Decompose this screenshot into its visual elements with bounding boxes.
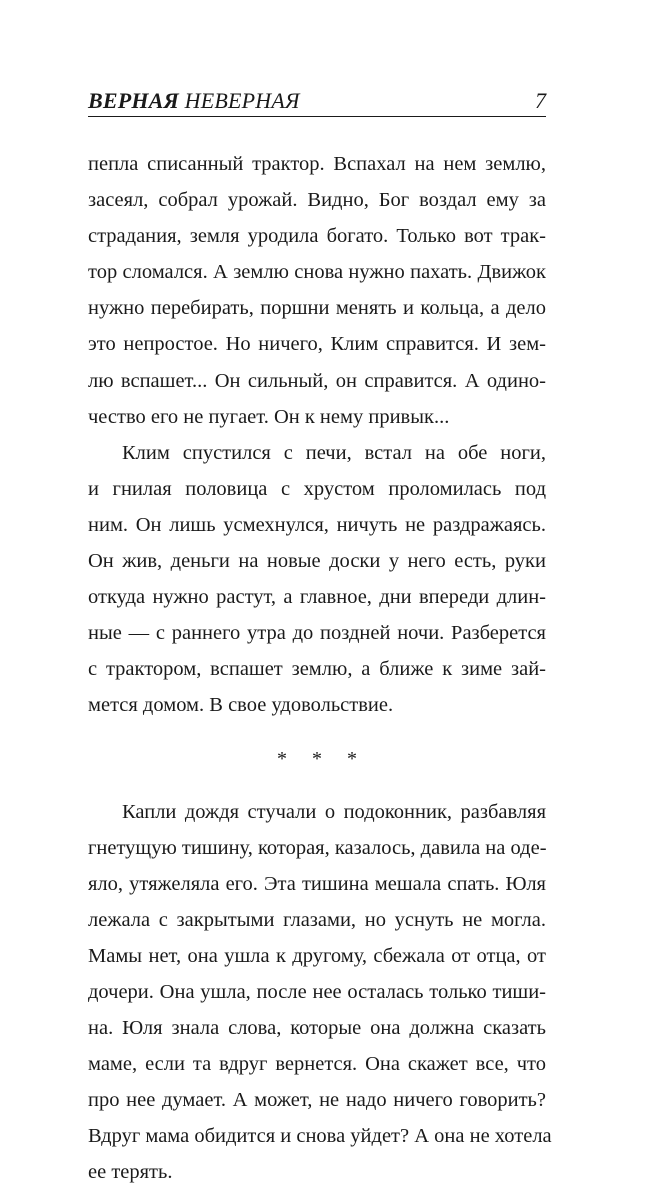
book-title-rest: НЕВЕРНАЯ	[178, 88, 300, 113]
text-line: дочери. Она ушла, после нее осталась только тиши-	[88, 980, 546, 1003]
text-line: это непростое. Но ничего, Клим справится. И зем-	[88, 333, 546, 356]
body-text	[88, 146, 552, 1191]
running-header	[88, 86, 546, 116]
text-line: чество его не пугает. Он к нему привык...	[88, 405, 450, 428]
text-line: лю вспашет... Он сильный, он справится. А одино-	[88, 369, 546, 392]
text-line: гнетущую тишину, которая, казалось, давила на оде-	[88, 836, 547, 859]
text-line: страдания, земля уродила богато. Только вот трак-	[88, 225, 546, 248]
page-number: 7	[535, 88, 546, 113]
header-rule	[88, 116, 546, 117]
text-line: ные — с раннего утра до поздней ночи. Разберется	[88, 622, 546, 645]
text-line: ним. Он лишь усмехнулся, ничуть не раздражаясь.	[88, 513, 546, 536]
book-title	[88, 88, 300, 114]
text-line: с трактором, вспашет землю, а ближе к зиме зай-	[88, 658, 546, 681]
text-line: засеял, собрал урожай. Видно, Бог воздал ему за	[88, 189, 546, 212]
book-title-bold: ВЕРНАЯ	[88, 88, 179, 113]
text-line: тор сломался. А землю снова нужно пахать. Движок	[88, 261, 546, 284]
text-line: и гнилая половица с хрустом проломилась под	[88, 477, 546, 500]
text-line: нужно перебирать, поршни менять и кольца, а дело	[88, 297, 546, 320]
text-line: Капли дождя стучали о подоконник, разбавляя	[122, 800, 546, 823]
text-line: ее терять.	[88, 1161, 173, 1184]
text-line: Он жив, деньги на новые доски у него есть, руки	[88, 550, 546, 573]
text-line: Мамы нет, она ушла к другому, сбежала от отца, от	[88, 944, 546, 967]
text-line: на. Юля знала слова, которые она должна сказать	[88, 1017, 546, 1040]
text-line: яло, утяжеляла его. Эта тишина мешала спать. Юля	[88, 872, 546, 895]
text-line: лежала с закрытыми глазами, но уснуть не могла.	[88, 908, 546, 931]
paragraph-1	[88, 146, 546, 435]
text-line: маме, если та вдруг вернется. Она скажет все, что	[88, 1053, 546, 1076]
paragraph-3	[88, 794, 552, 1191]
text-line: Вдруг мама обидится и снова уйдет? А она не хотела	[88, 1125, 552, 1148]
section-separator: * * *	[277, 747, 367, 770]
paragraph-2	[88, 435, 546, 724]
text-line: Клим спустился с печи, встал на обе ноги,	[122, 441, 546, 464]
text-line: про нее думает. А может, не надо ничего говорить?	[88, 1089, 546, 1112]
text-line: мется домом. В свое удовольствие.	[88, 694, 394, 717]
text-line: откуда нужно растут, а главное, дни впереди длин-	[88, 586, 546, 609]
text-line: пепла списанный трактор. Вспахал на нем землю,	[88, 153, 546, 175]
